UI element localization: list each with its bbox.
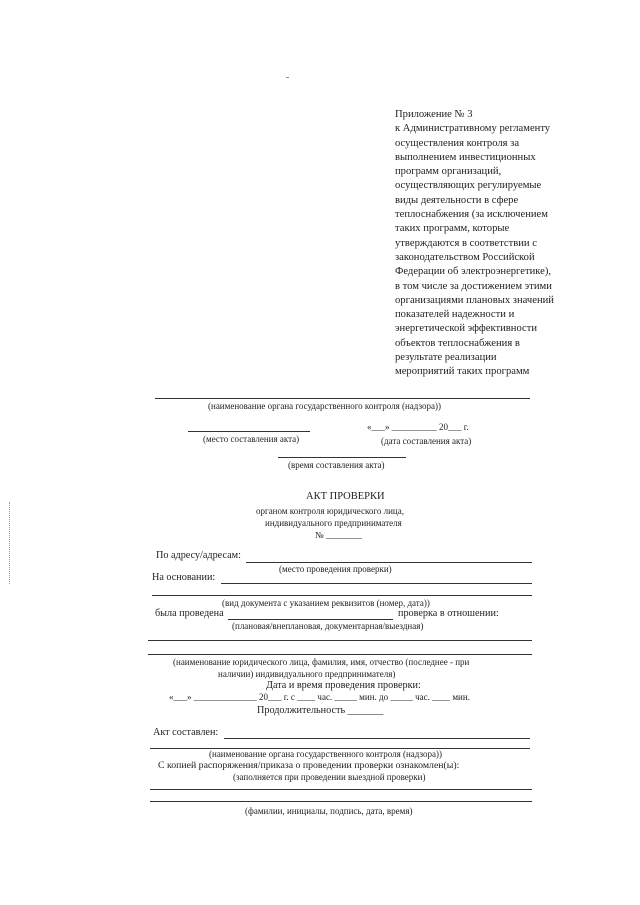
date-caption: (дата составления акта) [381,436,472,446]
appendix-line: выполнением инвестиционных [395,151,536,163]
signature-field-1[interactable] [150,789,532,790]
organ-name-caption: (наименование органа государственного контроля (надзора)) [208,401,441,411]
basis-field[interactable] [221,583,532,584]
entity-caption-1: (наименование юридического лица, фамилия, имя, отчество (последнее - при [173,657,470,667]
copy-line: С копией распоряжения/приказа о проведении проверки ознакомлен(ы): [158,760,460,771]
scan-fleck [286,77,289,78]
entity-field-2[interactable] [148,654,532,655]
appendix-line: энергетической эффективности [395,323,538,335]
appendix-line: организациями плановых значений [395,294,554,306]
conducted-type-field[interactable] [228,619,393,620]
copy-caption: (заполняется при проведении выездной проверки) [233,772,426,782]
appendix-line: утверждаются в соответствии с [395,237,537,249]
appendix-line: объектов теплоснабжения в [395,337,520,349]
act-title: АКТ ПРОВЕРКИ [306,491,385,502]
appendix-line: осуществляющих регулируемые [395,180,542,192]
act-label: Акт составлен: [153,727,219,738]
datetime-field[interactable]: «___» ______________ 20___ г. с ____ час. _____ мин. до _____ час. ____ мин. [169,692,470,702]
appendix-line: законодательством Российской [395,251,535,263]
appendix-line: Приложение № 3 [395,109,473,120]
act-subtitle-1: органом контроля юридического лица, [256,506,404,516]
signature-caption: (фамилии, инициалы, подпись, дата, время) [245,806,413,816]
address-label: По адресу/адресам: [156,550,241,561]
appendix-line: таких программ, которые [395,223,510,235]
conducted-caption: (плановая/внеплановая, документарная/выездная) [232,621,424,631]
appendix-line: к Административному регламенту [395,123,551,135]
basis-field-2[interactable] [152,595,532,596]
entity-field-1[interactable] [148,640,532,641]
time-caption: (время составления акта) [288,460,385,470]
act-field-1[interactable] [224,738,530,739]
datetime-label: Дата и время проведения проверки: [266,680,421,691]
appendix-line: виды деятельности в сфере [395,194,519,206]
place-caption: (место составления акта) [203,434,300,444]
act-subtitle-2: индивидуального предпринимателя [265,518,402,528]
organ-name-field[interactable] [155,398,530,399]
conducted-label: была проведена [155,608,224,619]
time-field[interactable] [278,457,406,458]
signature-field-2[interactable] [150,801,532,802]
conducted-tail: проверка в отношении: [398,608,499,619]
appendix-line: программ организаций, [395,166,502,178]
appendix-line: мероприятий таких программ [395,366,530,378]
appendix-line: в том числе за достижением этими [395,280,552,292]
appendix-line: результате реализации [395,352,497,364]
entity-caption-2: наличии) индивидуального предпринимателя) [218,669,396,679]
basis-caption: (вид документа с указанием реквизитов (номер, дата)) [222,598,430,608]
basis-label: На основании: [152,572,216,583]
appendix-line: осуществления контроля за [395,137,520,149]
address-caption: (место проведения проверки) [279,564,392,574]
place-field[interactable] [188,431,310,432]
address-field[interactable] [246,562,532,563]
date-field[interactable]: «___» __________ 20___ г. [367,422,469,432]
appendix-line: теплоснабжения (за исключением [395,209,548,221]
duration-field[interactable]: Продолжительность _______ [257,705,384,716]
scan-margin-dots [9,502,10,584]
appendix-line: показателей надежности и [395,309,515,321]
appendix-line: Федерации об электроэнергетике), [395,266,552,278]
appendix-block [395,108,595,380]
act-number-field[interactable]: № ________ [315,530,362,540]
act-caption: (наименование органа государственного контроля (надзора)) [209,749,442,759]
